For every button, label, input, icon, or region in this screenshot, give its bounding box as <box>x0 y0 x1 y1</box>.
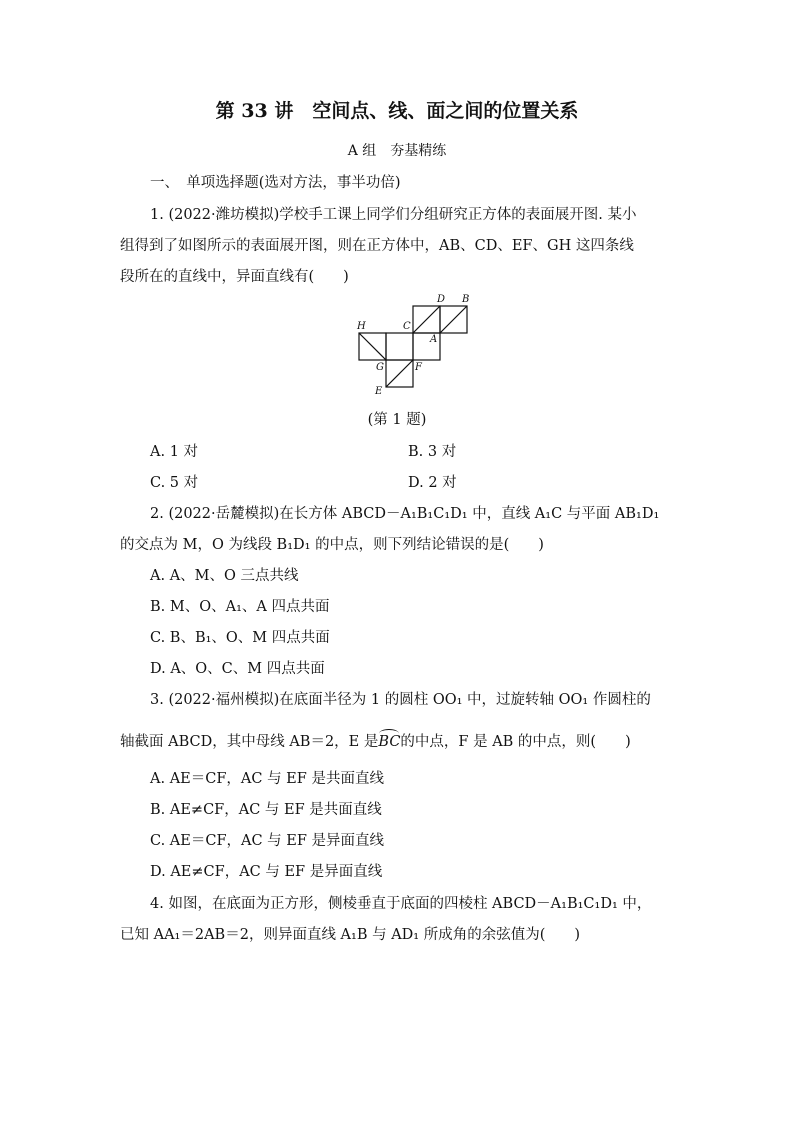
q3-line-1: 3. (2022·福州模拟)在底面半径为 1 的圆柱 OO₁ 中，过旋转轴 OO₁ 作圆柱的 <box>150 692 651 708</box>
q1-figure-caption: (第 1 题) <box>367 412 427 428</box>
q1-line-3: 段所在的直线中，异面直线有( ) <box>120 269 349 285</box>
q3-option-a[interactable]: A. AE＝CF，AC 与 EF 是共面直线 <box>150 771 384 787</box>
q2-line-2: 的交点为 M，O 为线段 B₁D₁ 的中点，则下列结论错误的是( ) <box>120 537 544 553</box>
label-D: D <box>437 294 446 305</box>
label-A: A <box>430 334 438 345</box>
q1-option-c[interactable]: C. 5 对 <box>150 475 199 491</box>
q4-line-1: 4. 如图，在底面为正方形，侧棱垂直于底面的四棱柱 ABCD－A₁B₁C₁D₁ 中， <box>150 896 652 912</box>
q2-line-1: 2. (2022·岳麓模拟)在长方体 ABCD－A₁B₁C₁D₁ 中，直线 A₁C 与平面 AB₁D₁ <box>150 506 660 522</box>
label-E: E <box>375 386 383 397</box>
q3-option-c[interactable]: C. AE＝CF，AC 与 EF 是异面直线 <box>150 833 385 849</box>
arc-bc: BC <box>378 734 401 750</box>
label-F: F <box>415 362 422 373</box>
q1-option-d[interactable]: D. 2 对 <box>408 475 457 491</box>
q1-option-b[interactable]: B. 3 对 <box>408 444 457 460</box>
group-heading: A 组 夯基精练 <box>347 143 447 159</box>
q1-option-a[interactable]: A. 1 对 <box>150 444 199 460</box>
q2-option-b[interactable]: B. M、O、A₁、A 四点共面 <box>150 599 330 615</box>
q1-cube-net-figure <box>350 290 480 400</box>
q3-line-2 <box>120 730 631 751</box>
q1-line-2: 组得到了如图所示的表面展开图，则在正方体中，AB、CD、EF、GH 这四条线 <box>120 238 634 254</box>
label-B: B <box>462 294 470 305</box>
q3-option-b[interactable]: B. AE≠CF，AC 与 EF 是共面直线 <box>150 802 382 818</box>
q3-option-d[interactable]: D. AE≠CF，AC 与 EF 是异面直线 <box>150 864 383 880</box>
label-H: H <box>357 321 366 332</box>
q3-line-2-post: 的中点，F 是 AB 的中点，则( ) <box>400 734 631 750</box>
q3-line-2-pre: 轴截面 ABCD，其中母线 AB＝2，E 是 <box>120 734 379 750</box>
section-heading: 一、 单项选择题(选对方法，事半功倍) <box>150 175 401 191</box>
q2-option-a[interactable]: A. A、M、O 三点共线 <box>150 568 299 584</box>
q2-option-d[interactable]: D. A、O、C、M 四点共面 <box>150 661 325 677</box>
label-G: G <box>376 362 384 373</box>
q4-line-2: 已知 AA₁＝2AB＝2，则异面直线 A₁B 与 AD₁ 所成角的余弦值为( ) <box>120 927 581 943</box>
page-title: 第 33 讲 空间点、线、面之间的位置关系 <box>215 100 579 122</box>
q2-option-c[interactable]: C. B、B₁、O、M 四点共面 <box>150 630 330 646</box>
label-C: C <box>403 321 411 332</box>
q1-line-1: 1. (2022·潍坊模拟)学校手工课上同学们分组研究正方体的表面展开图. 某小 <box>150 207 637 223</box>
